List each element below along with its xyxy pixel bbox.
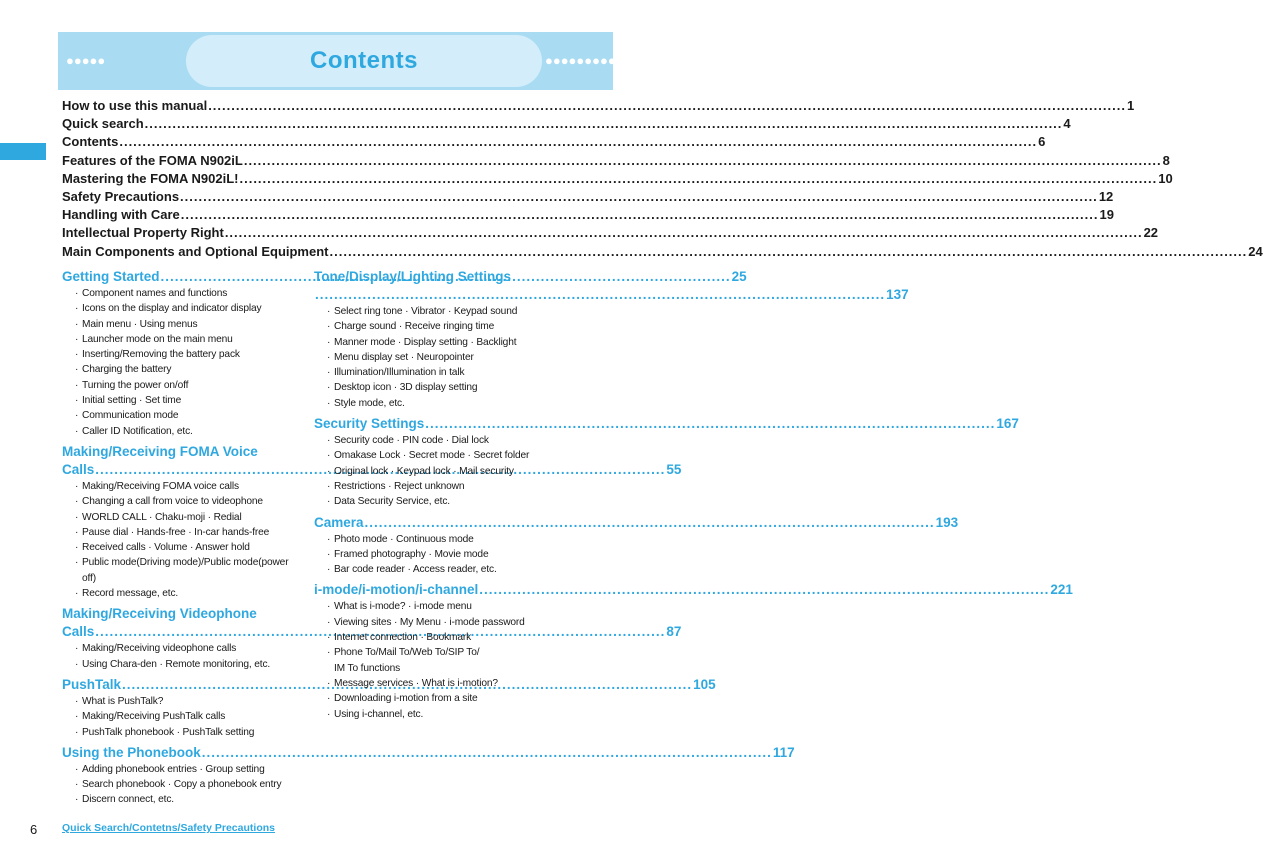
list-item: · Framed photography · Movie mode bbox=[327, 547, 546, 562]
section-page: 55 bbox=[666, 461, 682, 477]
section-page: 137 bbox=[886, 287, 909, 302]
list-item: · WORLD CALL · Chaku-moji · Redial bbox=[75, 510, 296, 525]
list-item-continued-text: off) bbox=[82, 572, 96, 584]
leader-dots bbox=[180, 189, 1098, 204]
list-item: · Bar code reader · Access reader, etc. bbox=[327, 562, 546, 577]
toc-title: Handling with Care bbox=[62, 207, 180, 223]
toc-page: 4 bbox=[1063, 116, 1071, 132]
list-item: · Caller ID Notification, etc. bbox=[75, 424, 296, 439]
leader-dots bbox=[225, 225, 1143, 240]
toc-row[interactable] bbox=[62, 225, 1159, 243]
list-item: · Security code · PIN code · Dial lock bbox=[327, 433, 546, 448]
list-item: · Internet connection · Bookmark bbox=[327, 630, 546, 645]
list-item: · Adding phonebook entries · Group setting bbox=[75, 762, 296, 777]
section-heading-line1[interactable]: Making/Receiving Videophone bbox=[62, 606, 257, 622]
list-item: · Making/Receiving PushTalk calls bbox=[75, 709, 296, 724]
list-item: · Omakase Lock · Secret mode · Secret folder bbox=[327, 448, 546, 463]
list-item: · Search phonebook · Copy a phonebook entry bbox=[75, 777, 296, 792]
list-item: · What is i-mode? · i-mode menu bbox=[327, 599, 546, 614]
leader-dots bbox=[479, 581, 1049, 599]
section-heading-link[interactable] bbox=[62, 744, 795, 762]
list-item: · Restrictions · Reject unknown bbox=[327, 479, 546, 494]
toc-title: Quick search bbox=[62, 116, 144, 132]
list-item: · Style mode, etc. bbox=[327, 396, 546, 411]
list-item: · Icons on the display and indicator display bbox=[75, 301, 296, 316]
leader-dots bbox=[239, 171, 1157, 186]
section-page: 87 bbox=[666, 624, 682, 640]
list-item-continued-text: IM To functions bbox=[334, 662, 401, 674]
page-number: 6 bbox=[30, 822, 38, 837]
section-page: 193 bbox=[935, 514, 959, 530]
toc-page: 10 bbox=[1158, 170, 1173, 186]
leader-dots bbox=[365, 514, 935, 532]
toc-title: Contents bbox=[62, 134, 119, 150]
list-item: · Original lock · Keypad lock · Mail security bbox=[327, 464, 546, 479]
page-title: Contents bbox=[310, 47, 418, 74]
section-camera bbox=[314, 514, 959, 578]
list-item: · Communication mode bbox=[75, 408, 296, 423]
section-heading-link[interactable] bbox=[314, 286, 909, 304]
list-item: · Select ring tone · Vibrator · Keypad sound bbox=[327, 304, 546, 319]
list-item: · Inserting/Removing the battery pack bbox=[75, 347, 296, 362]
list-item: · Using Chara-den · Remote monitoring, etc. bbox=[75, 657, 296, 672]
toc-title: Safety Precautions bbox=[62, 188, 180, 204]
list-item: · Initial setting · Set time bbox=[75, 393, 296, 408]
toc-title: Intellectual Property Right bbox=[62, 225, 224, 241]
leader-dots bbox=[425, 415, 995, 433]
leader-dots bbox=[202, 744, 772, 762]
section-title: PushTalk bbox=[62, 676, 122, 692]
list-item-continued bbox=[75, 571, 296, 586]
toc-page: 6 bbox=[1038, 134, 1046, 150]
list-item: · Making/Receiving FOMA voice calls bbox=[75, 479, 296, 494]
section-title: Security Settings bbox=[314, 416, 425, 432]
section-heading-link[interactable] bbox=[314, 514, 959, 532]
section-heading-link[interactable] bbox=[314, 415, 1019, 433]
list-item: · Illumination/Illumination in talk bbox=[327, 365, 546, 380]
decorative-dots-left: ●●●●● bbox=[66, 53, 106, 68]
leader-dots bbox=[330, 244, 1248, 259]
toc-row[interactable] bbox=[62, 98, 1135, 116]
list-item: · Main menu · Using menus bbox=[75, 317, 296, 332]
list-item: · Photo mode · Continuous mode bbox=[327, 532, 546, 547]
title-pill bbox=[186, 35, 542, 87]
leader-dots bbox=[315, 286, 885, 304]
list-item: · Menu display set · Neuropointer bbox=[327, 350, 546, 365]
section-phonebook bbox=[62, 744, 795, 808]
list-item: · Pause dial · Hands-free · In-car hands-free bbox=[75, 525, 296, 540]
toc-list bbox=[62, 98, 1263, 262]
list-item: · Message services · What is i-motion? bbox=[327, 676, 546, 691]
list-item: · Desktop icon · 3D display setting bbox=[327, 380, 546, 395]
section-title: Using the Phonebook bbox=[62, 744, 201, 760]
section-heading-link[interactable] bbox=[314, 581, 1073, 599]
list-item-continued bbox=[327, 661, 546, 676]
list-item: · Component names and functions bbox=[75, 286, 296, 301]
list-item: · Using i-channel, etc. bbox=[327, 707, 546, 722]
list-item: · Charging the battery bbox=[75, 362, 296, 377]
list-item: · Making/Receiving videophone calls bbox=[75, 641, 296, 656]
list-item: · Viewing sites · My Menu · i-mode password bbox=[327, 615, 546, 630]
section-page: 221 bbox=[1050, 582, 1073, 598]
section-page: 117 bbox=[772, 744, 795, 760]
list-item: · Charge sound · Receive ringing time bbox=[327, 319, 546, 334]
toc-title: Main Components and Optional Equipment bbox=[62, 243, 329, 259]
list-item: · Changing a call from voice to videophone bbox=[75, 494, 296, 509]
toc-page: 19 bbox=[1099, 207, 1114, 223]
list-item: · Data Security Service, etc. bbox=[327, 494, 546, 509]
section-page: 25 bbox=[731, 269, 747, 284]
toc-title: Features of the FOMA N902iL bbox=[62, 152, 243, 168]
leader-dots bbox=[119, 134, 1037, 149]
toc-page: 12 bbox=[1098, 188, 1114, 204]
list-item: · Launcher mode on the main menu bbox=[75, 332, 296, 347]
toc-row[interactable] bbox=[62, 243, 1263, 262]
toc-row[interactable] bbox=[62, 134, 1046, 152]
section-title: Getting Started bbox=[62, 269, 160, 284]
toc-title: Mastering the FOMA N902iL! bbox=[62, 170, 239, 186]
toc-row[interactable] bbox=[62, 188, 1114, 207]
toc-row[interactable] bbox=[62, 152, 1170, 171]
list-item: · Record message, etc. bbox=[75, 586, 296, 601]
section-title: Calls bbox=[62, 624, 95, 640]
leader-dots bbox=[244, 153, 1162, 168]
section-title: Camera bbox=[314, 514, 364, 530]
section-page: 105 bbox=[693, 676, 716, 692]
section-heading-line1[interactable]: Tone/Display/Lighting Settings bbox=[314, 269, 512, 284]
list-item: · Discern connect, etc. bbox=[75, 792, 296, 807]
list-item: · Received calls · Volume · Answer hold bbox=[75, 540, 296, 555]
section-title: i-mode/i-motion/i-channel bbox=[314, 582, 479, 598]
toc-row[interactable] bbox=[62, 170, 1173, 189]
toc-page: 24 bbox=[1248, 243, 1263, 259]
footer-section-link[interactable]: Quick Search/Contetns/Safety Precautions bbox=[62, 822, 275, 834]
section-tab-marker bbox=[0, 143, 46, 160]
section-title: Calls bbox=[62, 461, 95, 477]
toc-page: 1 bbox=[1126, 98, 1135, 113]
toc-title: How to use this manual bbox=[62, 98, 208, 113]
leader-dots bbox=[208, 98, 1126, 113]
list-item: · Phone To/Mail To/Web To/SIP To/ bbox=[327, 645, 546, 660]
section-page: 167 bbox=[996, 416, 1019, 432]
leader-dots bbox=[145, 116, 1063, 131]
list-item: · Downloading i-motion from a site bbox=[327, 691, 546, 706]
leader-dots bbox=[181, 207, 1099, 222]
toc-row[interactable] bbox=[62, 207, 1114, 225]
list-item: · Manner mode · Display setting · Backlight bbox=[327, 335, 546, 350]
list-item: · Turning the power on/off bbox=[75, 378, 296, 393]
toc-page: 22 bbox=[1143, 225, 1159, 241]
list-item: · What is PushTalk? bbox=[75, 694, 296, 709]
list-item: · Public mode(Driving mode)/Public mode(power bbox=[75, 555, 296, 570]
section-heading-line1[interactable]: Making/Receiving FOMA Voice bbox=[62, 443, 258, 459]
contents-banner bbox=[58, 32, 624, 90]
toc-page: 8 bbox=[1162, 152, 1170, 168]
list-item: · PushTalk phonebook · PushTalk setting bbox=[75, 725, 296, 740]
toc-row[interactable] bbox=[62, 116, 1071, 134]
decorative-dots-right: ●●●●●●●●●● bbox=[545, 53, 624, 68]
